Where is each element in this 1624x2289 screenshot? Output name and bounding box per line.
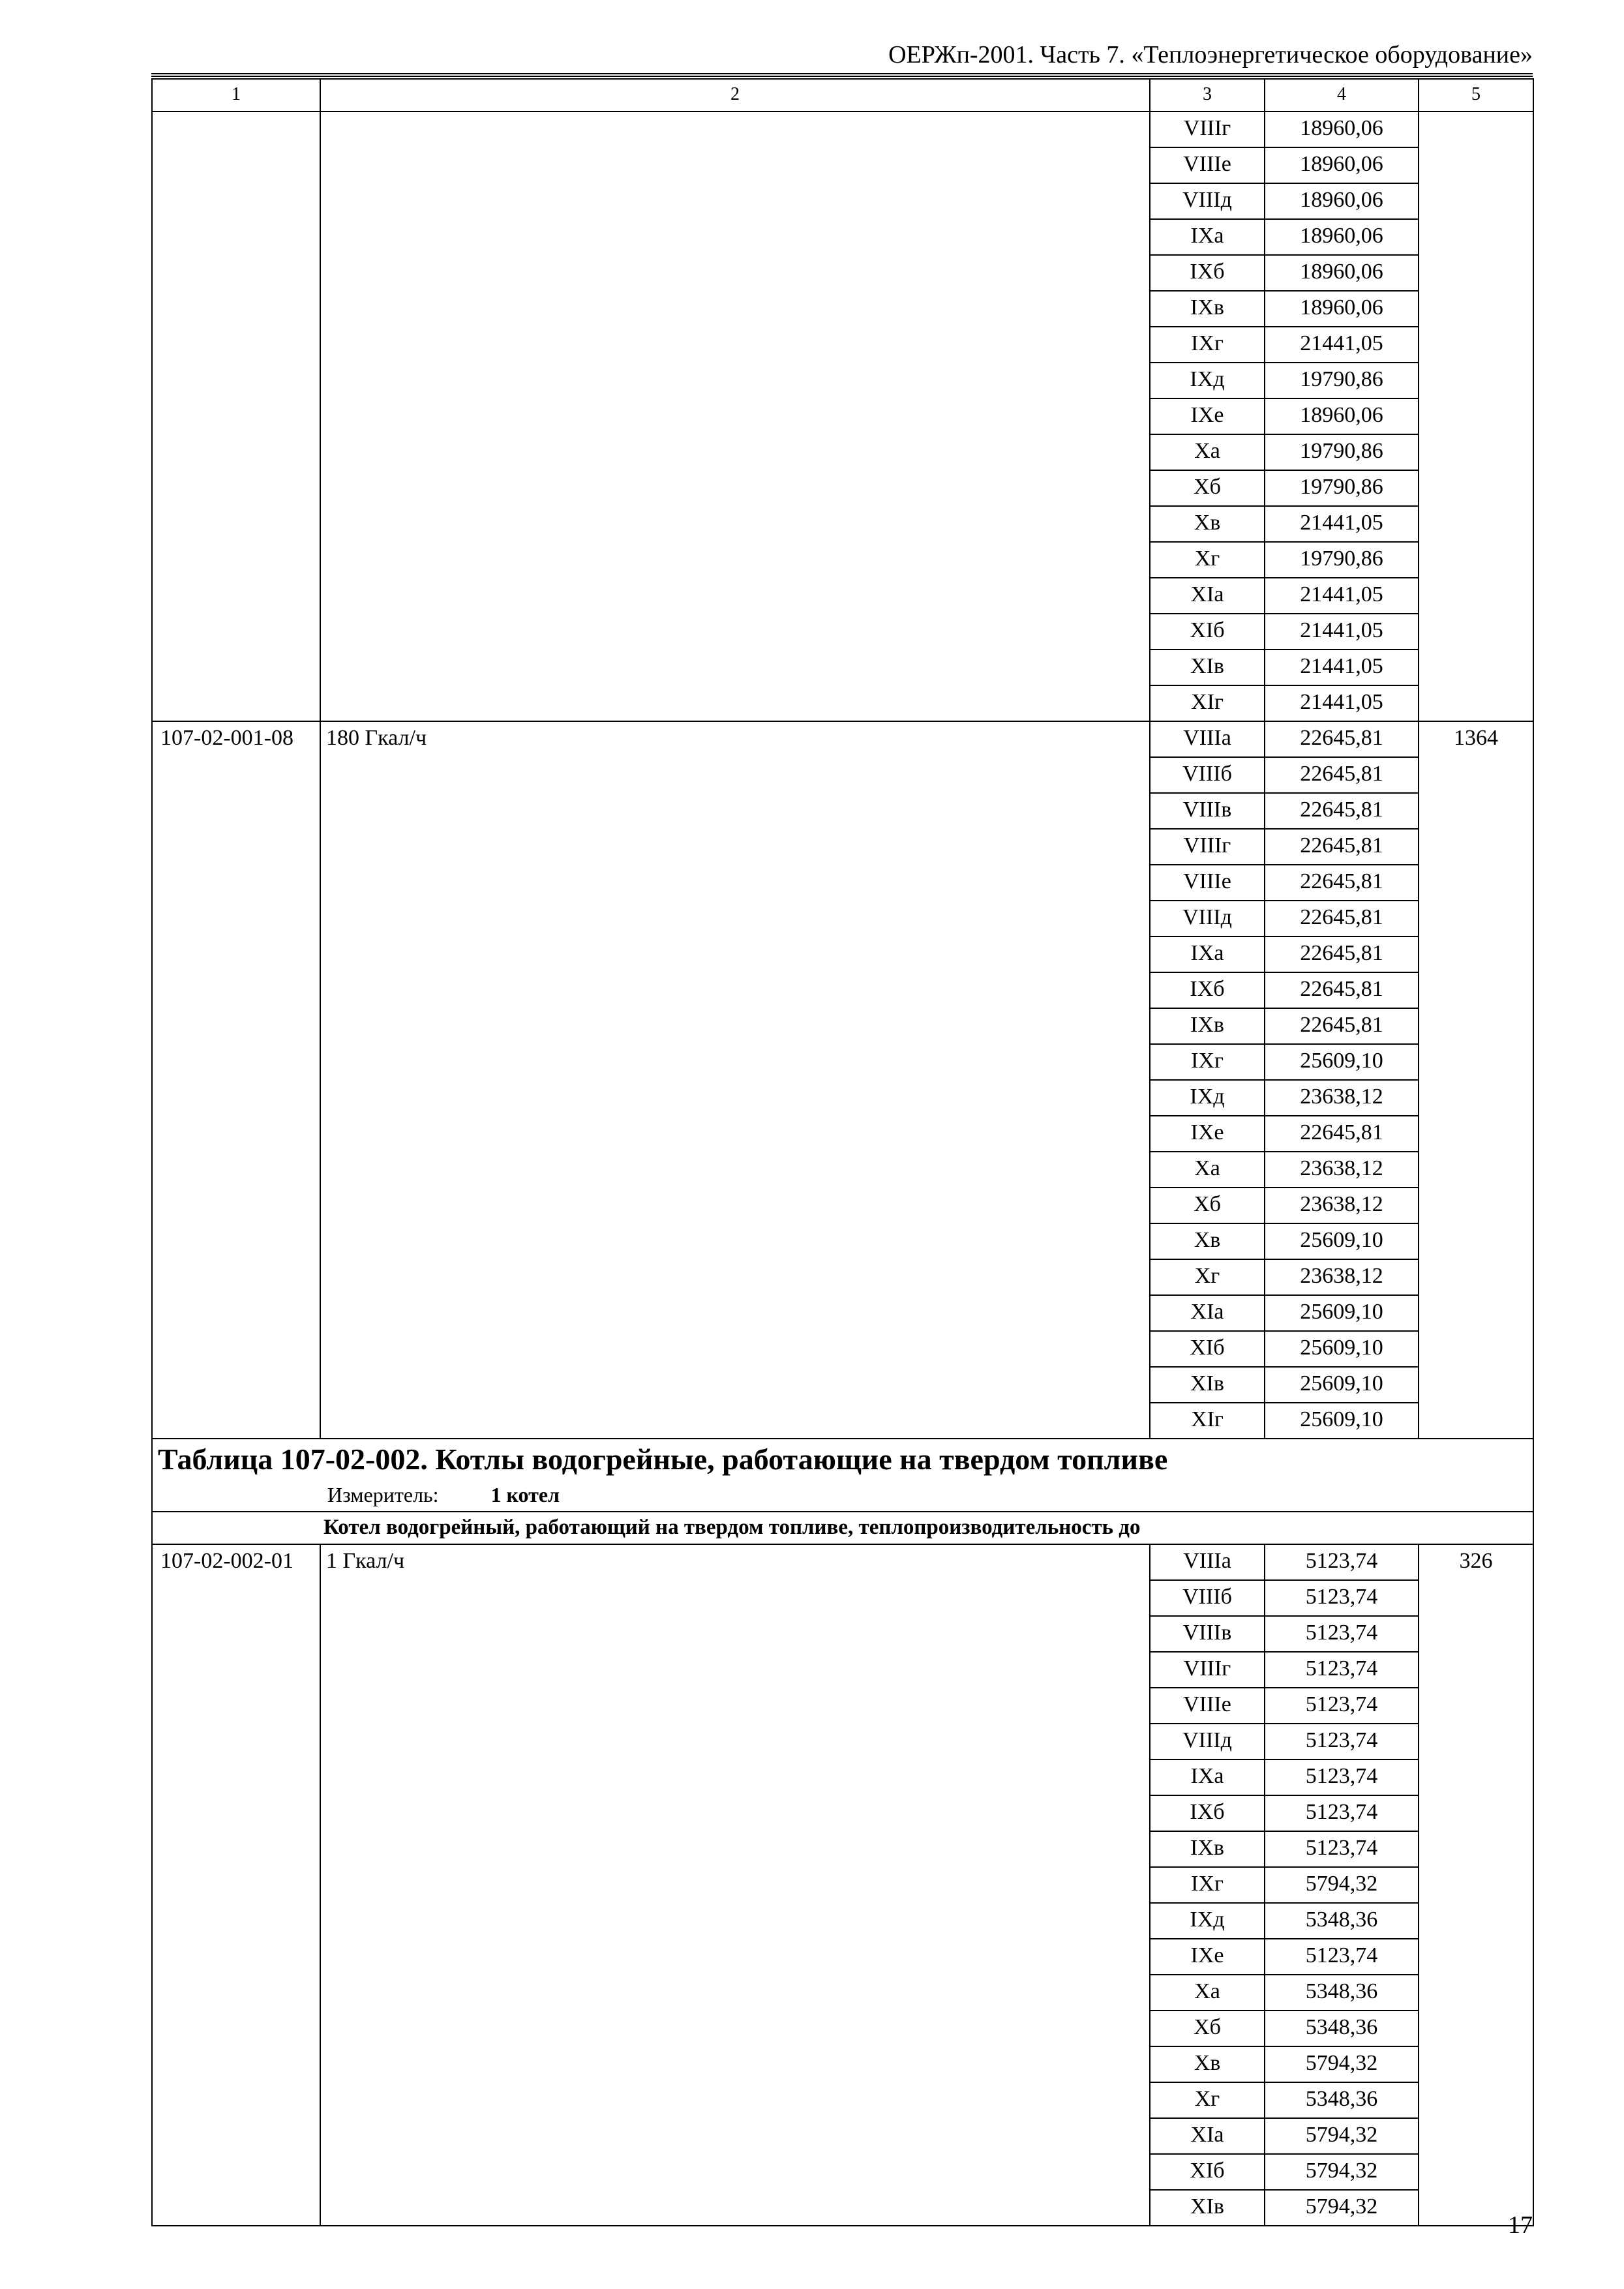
- price-cell: 23638,12: [1265, 1152, 1419, 1188]
- price-cell: 18960,06: [1265, 219, 1419, 255]
- zone-cell: IXв: [1150, 1831, 1265, 1867]
- column-number-row: [152, 79, 1533, 112]
- zone-cell: IXа: [1150, 936, 1265, 972]
- price-cell: 18960,06: [1265, 183, 1419, 219]
- zone-cell: Xб: [1150, 470, 1265, 506]
- zone-cell: XIв: [1150, 1367, 1265, 1403]
- zone-cell: XIб: [1150, 2154, 1265, 2190]
- zone-cell: XIа: [1150, 2118, 1265, 2154]
- item-description-cell: 1 Гкал/ч: [320, 1544, 1150, 2226]
- price-cell: 5123,74: [1265, 1724, 1419, 1759]
- zone-cell: XIг: [1150, 1403, 1265, 1439]
- price-cell: 5348,36: [1265, 2011, 1419, 2046]
- subheader-cell: Котел водогрейный, работающий на твердом топливе, теплопроизводительность до: [152, 1512, 1533, 1544]
- zone-cell: XIв: [1150, 650, 1265, 685]
- price-cell: 25609,10: [1265, 1331, 1419, 1367]
- price-cell: 5123,74: [1265, 1652, 1419, 1688]
- table-row: [152, 1544, 1533, 1580]
- price-cell: 5794,32: [1265, 1867, 1419, 1903]
- zone-cell: Xа: [1150, 1152, 1265, 1188]
- zone-cell: XIа: [1150, 1295, 1265, 1331]
- zone-cell: IXа: [1150, 1759, 1265, 1795]
- price-cell: 25609,10: [1265, 1367, 1419, 1403]
- zone-cell: Xа: [1150, 1975, 1265, 2011]
- price-cell: 5794,32: [1265, 2154, 1419, 2190]
- table-row: [152, 112, 1533, 147]
- column-number: 3: [1150, 79, 1265, 112]
- zone-cell: Xг: [1150, 2082, 1265, 2118]
- zone-cell: Xг: [1150, 542, 1265, 578]
- price-cell: 22645,81: [1265, 721, 1419, 757]
- column-number: 2: [320, 79, 1150, 112]
- zone-cell: IXг: [1150, 1867, 1265, 1903]
- zone-cell: XIб: [1150, 614, 1265, 650]
- price-cell: 18960,06: [1265, 255, 1419, 291]
- zone-cell: Xг: [1150, 1259, 1265, 1295]
- measure-label: Измеритель:: [327, 1483, 439, 1506]
- price-cell: 5123,74: [1265, 1688, 1419, 1724]
- labor-cell: [1419, 112, 1533, 721]
- price-cell: 25609,10: [1265, 1223, 1419, 1259]
- table-row: [152, 721, 1533, 757]
- zone-cell: IXг: [1150, 1044, 1265, 1080]
- price-cell: 25609,10: [1265, 1403, 1419, 1439]
- zone-cell: VIIIг: [1150, 112, 1265, 147]
- zone-cell: VIIIе: [1150, 1688, 1265, 1724]
- item-code-cell: [152, 112, 320, 721]
- zone-cell: VIIIа: [1150, 1544, 1265, 1580]
- price-cell: 21441,05: [1265, 650, 1419, 685]
- price-cell: 21441,05: [1265, 614, 1419, 650]
- zone-cell: Xб: [1150, 2011, 1265, 2046]
- price-cell: 22645,81: [1265, 936, 1419, 972]
- column-number: 5: [1419, 79, 1533, 112]
- price-cell: 18960,06: [1265, 112, 1419, 147]
- price-cell: 22645,81: [1265, 1116, 1419, 1152]
- column-number: 4: [1265, 79, 1419, 112]
- price-cell: 22645,81: [1265, 972, 1419, 1008]
- price-cell: 22645,81: [1265, 1008, 1419, 1044]
- price-cell: 5123,74: [1265, 1831, 1419, 1867]
- zone-cell: IXг: [1150, 327, 1265, 363]
- zone-cell: VIIIб: [1150, 1580, 1265, 1616]
- price-cell: 19790,86: [1265, 434, 1419, 470]
- zone-cell: IXе: [1150, 398, 1265, 434]
- price-cell: 18960,06: [1265, 291, 1419, 327]
- zone-cell: VIIIб: [1150, 757, 1265, 793]
- zone-cell: VIIIд: [1150, 901, 1265, 936]
- price-cell: 5794,32: [1265, 2190, 1419, 2226]
- zone-cell: IXд: [1150, 1080, 1265, 1116]
- price-cell: 18960,06: [1265, 147, 1419, 183]
- price-cell: 22645,81: [1265, 901, 1419, 936]
- price-cell: 19790,86: [1265, 470, 1419, 506]
- price-cell: 25609,10: [1265, 1295, 1419, 1331]
- zone-cell: IXе: [1150, 1116, 1265, 1152]
- zone-cell: VIIIд: [1150, 1724, 1265, 1759]
- measure-line: [158, 1480, 1533, 1511]
- zone-cell: Xв: [1150, 1223, 1265, 1259]
- item-description-cell: [320, 112, 1150, 721]
- price-cell: 5348,36: [1265, 2082, 1419, 2118]
- zone-cell: IXб: [1150, 972, 1265, 1008]
- price-cell: 5123,74: [1265, 1795, 1419, 1831]
- price-cell: 5123,74: [1265, 1939, 1419, 1975]
- zone-cell: VIIIв: [1150, 1616, 1265, 1652]
- item-code-cell: 107-02-001-08: [152, 721, 320, 1439]
- zone-cell: Xв: [1150, 2046, 1265, 2082]
- table-title-cell: [152, 1439, 1533, 1512]
- zone-cell: VIIIг: [1150, 829, 1265, 865]
- subheader-row: [152, 1512, 1533, 1544]
- zone-cell: IXд: [1150, 363, 1265, 398]
- zone-cell: Xб: [1150, 1188, 1265, 1223]
- labor-cell: 326: [1419, 1544, 1533, 2226]
- zone-cell: IXб: [1150, 255, 1265, 291]
- zone-cell: IXв: [1150, 1008, 1265, 1044]
- price-cell: 22645,81: [1265, 793, 1419, 829]
- zone-cell: IXа: [1150, 219, 1265, 255]
- price-cell: 19790,86: [1265, 363, 1419, 398]
- price-cell: 21441,05: [1265, 506, 1419, 542]
- labor-cell: 1364: [1419, 721, 1533, 1439]
- price-cell: 5794,32: [1265, 2118, 1419, 2154]
- zone-cell: VIIIе: [1150, 865, 1265, 901]
- item-description-cell: 180 Гкал/ч: [320, 721, 1150, 1439]
- price-cell: 5123,74: [1265, 1580, 1419, 1616]
- page-header-title: ОЕРЖп-2001. Часть 7. «Теплоэнергетическое оборудование»: [888, 41, 1533, 68]
- zone-cell: VIIIд: [1150, 183, 1265, 219]
- price-cell: 25609,10: [1265, 1044, 1419, 1080]
- price-table: [151, 78, 1534, 2226]
- price-cell: 19790,86: [1265, 542, 1419, 578]
- zone-cell: VIIIа: [1150, 721, 1265, 757]
- item-code-cell: 107-02-002-01: [152, 1544, 320, 2226]
- zone-cell: VIIIе: [1150, 147, 1265, 183]
- price-cell: 23638,12: [1265, 1080, 1419, 1116]
- price-cell: 5123,74: [1265, 1544, 1419, 1580]
- column-number: 1: [152, 79, 320, 112]
- zone-cell: Xв: [1150, 506, 1265, 542]
- zone-cell: VIIIв: [1150, 793, 1265, 829]
- zone-cell: IXд: [1150, 1903, 1265, 1939]
- zone-cell: XIг: [1150, 685, 1265, 721]
- zone-cell: XIа: [1150, 578, 1265, 614]
- price-cell: 5123,74: [1265, 1616, 1419, 1652]
- price-cell: 5348,36: [1265, 1975, 1419, 2011]
- measure-value: 1 котел: [490, 1483, 560, 1506]
- price-cell: 23638,12: [1265, 1188, 1419, 1223]
- price-cell: 23638,12: [1265, 1259, 1419, 1295]
- price-cell: 5123,74: [1265, 1759, 1419, 1795]
- zone-cell: Xа: [1150, 434, 1265, 470]
- price-cell: 5794,32: [1265, 2046, 1419, 2082]
- zone-cell: XIв: [1150, 2190, 1265, 2226]
- price-cell: 21441,05: [1265, 685, 1419, 721]
- table-title-row: [152, 1439, 1533, 1512]
- price-cell: 21441,05: [1265, 578, 1419, 614]
- price-cell: 22645,81: [1265, 829, 1419, 865]
- table-title: Таблица 107-02-002. Котлы водогрейные, работающие на твердом топливе: [158, 1443, 1168, 1476]
- price-cell: 22645,81: [1265, 865, 1419, 901]
- zone-cell: IXе: [1150, 1939, 1265, 1975]
- price-cell: 22645,81: [1265, 757, 1419, 793]
- header-divider: [151, 73, 1533, 77]
- price-cell: 18960,06: [1265, 398, 1419, 434]
- zone-cell: IXб: [1150, 1795, 1265, 1831]
- price-cell: 5348,36: [1265, 1903, 1419, 1939]
- zone-cell: XIб: [1150, 1331, 1265, 1367]
- page-number: 17: [1508, 2211, 1533, 2239]
- zone-cell: IXв: [1150, 291, 1265, 327]
- price-cell: 21441,05: [1265, 327, 1419, 363]
- zone-cell: VIIIг: [1150, 1652, 1265, 1688]
